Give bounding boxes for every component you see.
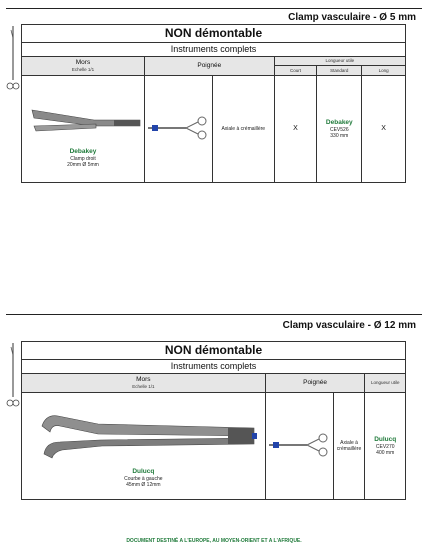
standard-name: Debakey [325,118,353,126]
col-poignee-header: Poignée [265,374,365,393]
side-instrument-thumbnail [6,341,20,411]
table-title: NON démontable [22,25,406,43]
jaw-name: Dulucq [132,467,155,475]
col-mors-header [22,57,145,76]
table-title: NON démontable [22,342,406,360]
col-longueur-header: Longueur utile [274,57,405,66]
jaw-size: 45mm Ø 12mm [126,482,161,489]
section-rule [6,8,422,9]
col-standard-header: Standard [317,66,362,76]
handle-type: Axiale à crémaillère [333,393,365,500]
jaw-image [28,404,258,466]
col-mors-header [22,374,266,393]
jaw-description: Courbe à gauche [124,475,163,482]
footer-note: DOCUMENT DESTINÉ A L'EUROPE, AU MOYEN-ORIENT ET A L'AFRIQUE. [126,538,302,544]
jaw-cell [22,393,266,500]
col-mors-scale: Echelle 1/1 [132,384,155,390]
col-mors-label: Mors [75,59,91,67]
jaw-description: Clamp droit [70,155,96,162]
instrument-table [21,341,406,500]
section-clamp-12mm [0,310,428,525]
instrument-icon [6,24,20,94]
handle-image-cell [265,393,333,500]
jaw-image [24,90,142,146]
instrument-table [21,24,406,183]
long-value: X [362,76,406,183]
handle-type: Axiale à crémaillère [212,76,274,183]
section-clamp-5mm [0,0,428,200]
standard-length: 400 mm [376,450,395,457]
col-long-header: Long [362,66,406,76]
standard-cell [317,76,362,183]
section-rule [6,314,422,315]
section-title: Clamp vasculaire - Ø 5 mm [288,12,416,23]
table-subtitle: Instruments complets [22,43,406,57]
col-mors-scale: Echelle 1/1 [71,67,95,73]
col-court-header: Court [274,66,317,76]
handle-image [267,430,331,460]
jaw-size: 20mm Ø 5mm [67,162,99,169]
handle-image-cell [144,76,212,183]
court-value: X [274,76,317,183]
table-subtitle: Instruments complets [22,360,406,374]
col-poignee-header: Poignée [144,57,274,76]
section-title: Clamp vasculaire - Ø 12 mm [282,320,416,331]
standard-ref: CEV526 [329,126,349,133]
instrument-icon [6,341,20,411]
standard-length: 330 mm [330,133,349,140]
handle-image [146,113,210,143]
standard-name: Dulucq [374,435,397,443]
standard-ref: CEV270 [375,443,395,450]
jaw-cell [22,76,145,183]
col-longueur-header: Longueur utile [365,374,406,393]
side-instrument-thumbnail [6,24,20,94]
standard-cell [365,393,406,500]
jaw-name: Debakey [69,147,97,155]
col-mors-label: Mors [136,376,151,384]
